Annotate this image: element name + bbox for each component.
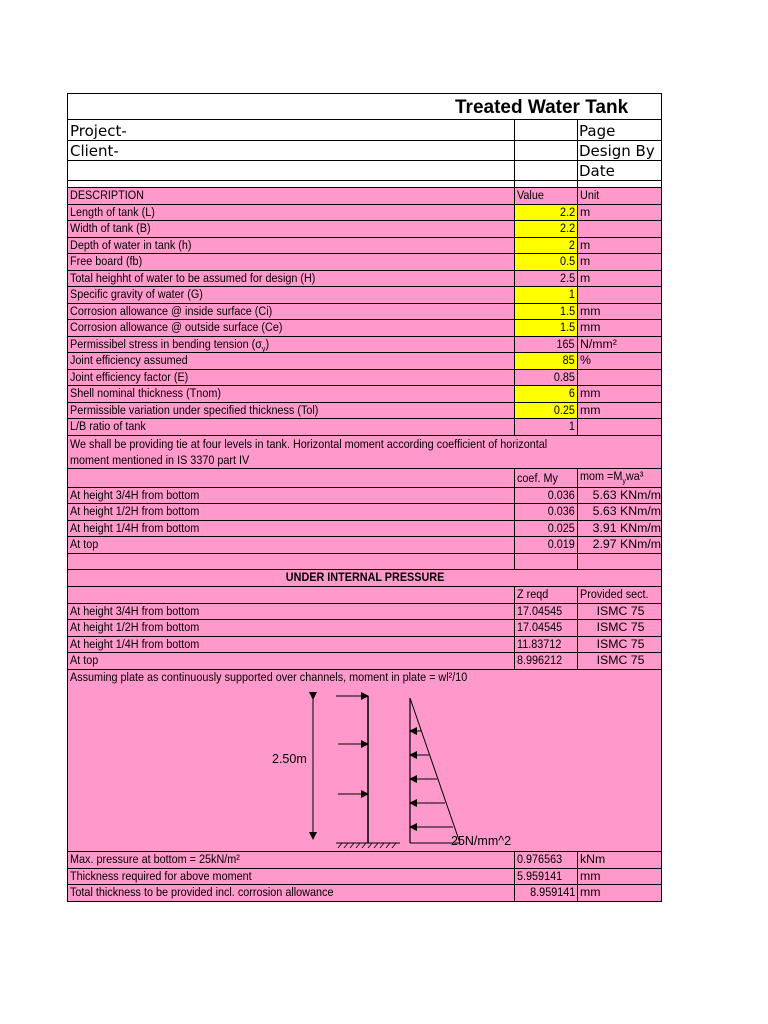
- input-unit: mm: [580, 320, 601, 334]
- result-desc: Thickness required for above moment: [70, 868, 252, 883]
- pressure-row: [67, 637, 662, 654]
- input-desc: Depth of water in tank (h): [70, 237, 192, 252]
- moment-unit: 3.91 KNm/m: [592, 520, 661, 535]
- pressure-arrows: [410, 731, 453, 827]
- input-row: [67, 386, 662, 403]
- result-desc: Max. pressure at bottom = 25kN/m²: [70, 852, 240, 866]
- ground-hatch: [338, 843, 396, 848]
- input-value: 85: [562, 353, 575, 367]
- design-by-label: Design By: [579, 142, 655, 160]
- input-unit: %: [580, 353, 591, 367]
- input-desc: L/B ratio of tank: [70, 419, 146, 433]
- input-row: [67, 320, 662, 337]
- pressure-desc: At top: [70, 653, 99, 667]
- diagram-svg: [68, 686, 663, 851]
- input-rows: [67, 205, 662, 436]
- spacer-row: [67, 554, 662, 571]
- title-row: [67, 93, 662, 120]
- input-unit: m: [580, 204, 591, 219]
- input-value: 2.2: [559, 221, 575, 235]
- input-desc: Permissible variation under specified thickness (Tol): [70, 402, 319, 417]
- date-label: Date: [579, 162, 615, 180]
- pressure-unit: ISMC 75: [596, 653, 645, 667]
- pressure-diagram: [67, 686, 662, 851]
- input-desc: Corrosion allowance @ inside surface (Ci): [70, 303, 273, 318]
- input-desc: Joint efficiency assumed: [70, 353, 188, 367]
- tie-note: [67, 436, 662, 469]
- input-desc: Free board (fb): [70, 254, 143, 268]
- moment-rows: [67, 488, 662, 554]
- input-value: 1: [568, 287, 575, 301]
- input-desc: Width of tank (B): [70, 221, 151, 235]
- pressure-value: 11.83712: [517, 636, 562, 651]
- input-desc: Corrosion allowance @ outside surface (Ce): [70, 320, 283, 334]
- input-row: [67, 370, 662, 387]
- input-row: [67, 254, 662, 271]
- pressure-unit: ISMC 75: [596, 636, 645, 651]
- input-unit: m: [580, 254, 591, 268]
- input-row: [67, 271, 662, 288]
- input-row: [67, 221, 662, 238]
- moment-value: 0.036: [547, 504, 575, 518]
- description-header: DESCRIPTION: [70, 188, 144, 202]
- moment-row: [67, 537, 662, 554]
- result-unit: mm: [580, 885, 601, 899]
- design-sheet: [67, 93, 662, 902]
- moment-desc: At height 3/4H from bottom: [70, 487, 200, 502]
- z-reqd-header: Z reqd: [517, 587, 549, 601]
- provided-sect-header: Provided sect.: [580, 587, 649, 601]
- moment-row: [67, 488, 662, 505]
- column-header-row: [67, 188, 662, 205]
- input-row: [67, 403, 662, 420]
- input-unit: mm: [580, 303, 601, 318]
- tie-note-line1: We shall be providing tie at four levels in tank. Horizontal moment according coefficient of horizontal: [70, 436, 548, 451]
- input-value: 2.5: [559, 270, 575, 285]
- pressure-value: 17.04545: [517, 620, 563, 634]
- height-label: 2.50m: [272, 752, 307, 766]
- result-row: [67, 852, 662, 869]
- input-value: 6: [568, 386, 575, 400]
- plate-note: Assuming plate as continuously supported over channels, moment in plate = wl²/10: [70, 669, 468, 684]
- input-unit: m: [580, 237, 591, 252]
- result-row: [67, 885, 662, 902]
- input-value: 1.5: [559, 320, 575, 334]
- client-label: Client-: [70, 142, 119, 160]
- moment-value: 0.019: [547, 537, 575, 551]
- moment-desc: At top: [70, 537, 99, 551]
- page-label: Page: [579, 122, 616, 140]
- input-row: [67, 419, 662, 436]
- results-block: [67, 851, 662, 902]
- input-value: 1.5: [559, 303, 575, 318]
- project-label: Project-: [70, 122, 127, 140]
- result-desc: Total thickness to be provided incl. corrosion allowance: [70, 885, 334, 899]
- pressure-desc: At height 3/4H from bottom: [70, 603, 200, 618]
- input-value: 2: [568, 237, 575, 252]
- moment-unit: 2.97 KNm/m: [592, 537, 661, 551]
- result-row: [67, 869, 662, 886]
- pressure-unit: ISMC 75: [596, 620, 645, 634]
- pressure-hypotenuse: [410, 698, 460, 843]
- result-unit: mm: [580, 868, 601, 883]
- pressure-desc: At height 1/4H from bottom: [70, 636, 200, 651]
- input-desc: Length of tank (L): [70, 204, 155, 219]
- input-row: [67, 337, 662, 354]
- input-value: 0.5: [559, 254, 575, 268]
- input-value: 2.2: [559, 204, 575, 219]
- coef-header: coef. My: [517, 470, 558, 485]
- moment-row: [67, 504, 662, 521]
- input-unit: mm: [580, 402, 601, 417]
- moment-value: 0.036: [547, 487, 575, 502]
- input-unit: mm: [580, 386, 601, 400]
- pressure-row: [67, 653, 662, 670]
- result-value: 8.959141: [529, 885, 575, 899]
- input-row: [67, 205, 662, 222]
- mom-header: mom $=M_ywa^3$: [580, 468, 644, 485]
- moment-unit: 5.63 KNm/m: [592, 504, 661, 518]
- moment-header-row: [67, 469, 662, 488]
- sheet-title: Treated Water Tank: [455, 97, 629, 118]
- pressure-value: 8.996212: [517, 653, 563, 667]
- input-row: [67, 238, 662, 255]
- input-value: 0.85: [553, 369, 575, 384]
- pressure-unit: ISMC 75: [596, 603, 645, 618]
- input-desc: Joint efficiency factor (E): [70, 369, 189, 384]
- moment-unit: 5.63 KNm/m: [592, 487, 661, 502]
- pressure-header-row: [67, 587, 662, 604]
- input-desc: Permissibel stress in bending tension $(\sigma_y)$: [70, 336, 270, 353]
- input-desc: Specific gravity of water (G): [70, 287, 203, 301]
- moment-desc: At height 1/2H from bottom: [70, 504, 200, 518]
- input-unit: m: [580, 270, 591, 285]
- unit-header: Unit: [580, 188, 600, 202]
- value-header: Value: [517, 188, 544, 202]
- input-row: [67, 353, 662, 370]
- moment-row: [67, 521, 662, 538]
- moment-desc: At height 1/4H from bottom: [70, 520, 200, 535]
- plate-note-row: [67, 670, 662, 687]
- pressure-title: UNDER INTERNAL PRESSURE: [286, 570, 445, 584]
- input-row: [67, 287, 662, 304]
- pressure-desc: At height 1/2H from bottom: [70, 620, 200, 634]
- input-value: 165: [556, 336, 575, 351]
- result-value: 5.959141: [517, 868, 563, 883]
- header-block: [67, 120, 662, 188]
- tie-note-line2: moment mentioned in IS 3370 part IV: [70, 452, 250, 467]
- input-value: 0.25: [553, 402, 575, 417]
- result-value: 0.976563: [517, 852, 563, 866]
- pressure-rows: [67, 604, 662, 670]
- moment-value: 0.025: [547, 520, 575, 535]
- pressure-value: 17.04545: [517, 603, 563, 618]
- pressure-label: 25N/mm^2: [451, 834, 512, 848]
- input-unit: N/mm²: [580, 336, 617, 351]
- input-desc: Shell nominal thickness (Tnom): [70, 386, 221, 400]
- input-row: [67, 304, 662, 321]
- pressure-title-row: [67, 570, 662, 587]
- input-desc: Total heighht of water to be assumed for design (H): [70, 270, 316, 285]
- pressure-row: [67, 620, 662, 637]
- pressure-row: [67, 604, 662, 621]
- result-unit: kNm: [580, 852, 606, 866]
- input-value: 1: [568, 419, 575, 433]
